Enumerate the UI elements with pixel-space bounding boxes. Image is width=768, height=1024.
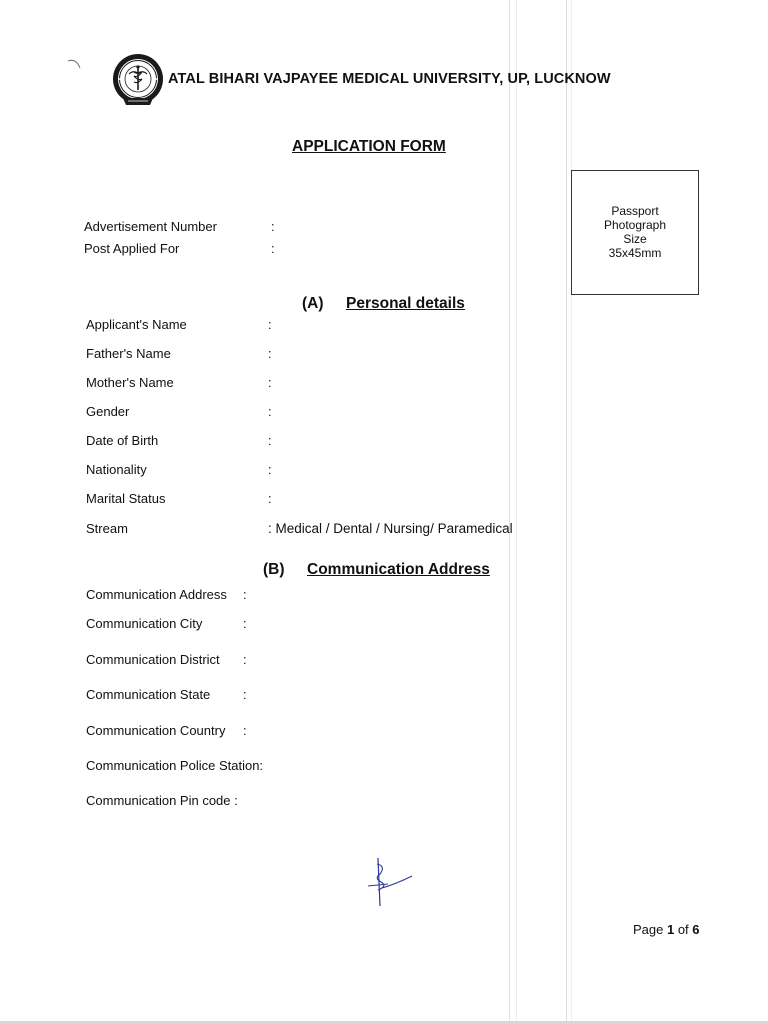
field-colon: : [268,404,272,419]
passport-photo-box [571,170,699,295]
field-label: Communication Pin code : [86,793,238,808]
photo-box-text: 35x45mm [608,246,662,260]
field-label: Post Applied For [84,241,180,256]
scan-artifact-line [571,0,572,1024]
field-label: Marital Status [86,491,166,506]
field-label: Communication District [86,652,220,667]
field-label: Advertisement Number [84,219,217,234]
field-label: Applicant's Name [86,317,187,332]
field-colon: : [243,616,247,631]
field-label: Gender [86,404,130,419]
section-b-heading [263,561,490,579]
scan-artifact-line [509,0,510,1024]
field-label: Communication City [86,616,203,631]
field-colon: : [268,346,272,361]
field-label: Date of Birth [86,433,159,448]
page-number-of: of [674,922,693,937]
field-colon: : [268,491,272,506]
page-number-prefix: Page [633,922,667,937]
section-title: Personal details [346,295,465,312]
field-label: Stream [86,521,128,536]
field-label: Nationality [86,462,147,477]
scan-artifact-line [566,0,567,1024]
field-label: Mother's Name [86,375,174,390]
field-label: Father's Name [86,346,171,361]
handwritten-initials-icon [366,856,416,908]
photo-box-text: Passport [611,204,659,218]
field-label: Communication Police Station: [86,758,264,773]
page-number-current: 1 [666,922,675,937]
page-number-total: 6 [692,922,700,937]
field-colon: : [243,587,247,602]
field-label: Communication Country [86,723,226,738]
field-colon: : [243,723,247,738]
scan-artifact-line [516,0,517,1024]
field-colon: : [271,241,275,256]
section-a-heading [302,295,465,313]
section-letter: (B) [263,561,285,578]
field-colon: : [243,652,247,667]
photo-box-text: Size [623,232,647,246]
photo-box-text: Photograph [603,218,667,232]
field-colon: : [243,687,247,702]
stray-mark-icon [66,58,86,72]
field-colon: : [268,433,272,448]
section-letter: (A) [302,295,324,312]
field-colon: : [268,317,272,332]
page-number [633,922,700,937]
field-colon: : [271,219,275,234]
section-title: Communication Address [307,561,490,578]
stream-options: : Medical / Dental / Nursing/ Paramedical [268,521,513,536]
field-label: Communication Address [86,587,227,602]
university-seal-icon [110,52,166,108]
university-name: ATAL BIHARI VAJPAYEE MEDICAL UNIVERSITY, UP, LUCKNOW [168,71,611,87]
field-label: Communication State [86,687,211,702]
field-colon: : [268,462,272,477]
form-title: APPLICATION FORM [292,138,446,155]
field-colon: : [268,375,272,390]
